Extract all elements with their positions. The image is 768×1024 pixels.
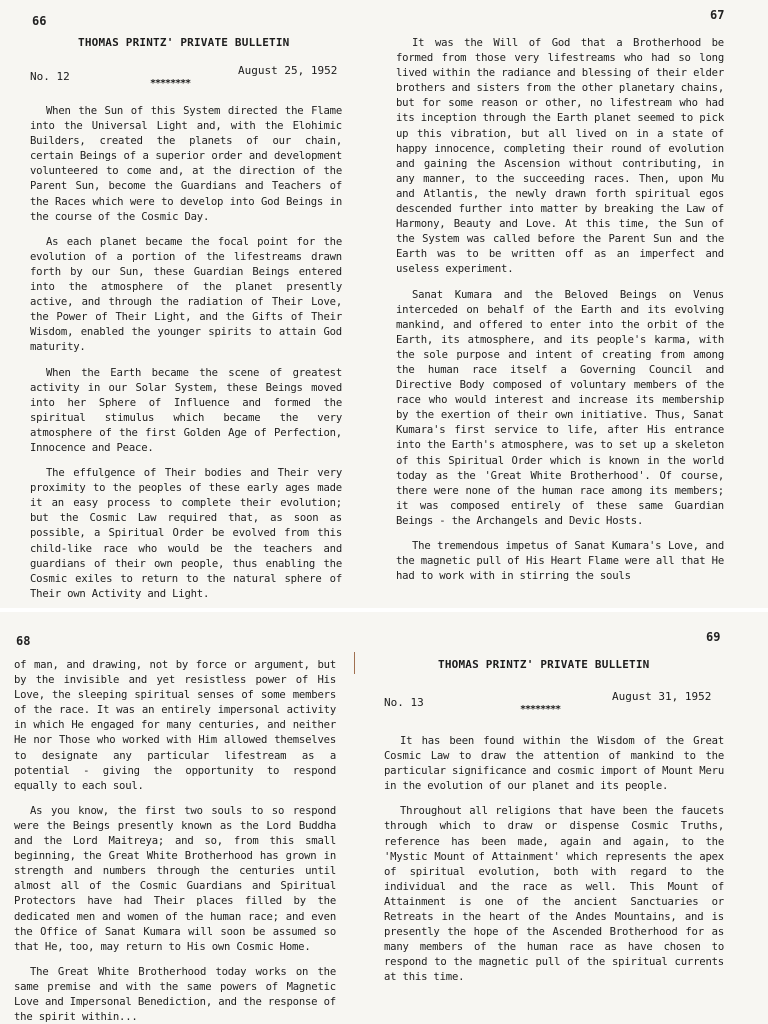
issue-date: August 31, 1952 (612, 690, 712, 703)
paragraph: It was the Will of God that a Brotherhood be formed from those very lifestreams who had so long lived within the radiance and blessing of their elder brothers and sisters from the other planetary chains, but for some reason or other, no lifestream who had its inception through the Earth planet seemed to pick up this vibration, but all lived on in a state of happy innocence, completing their round of evolution and gaining the Ascension without contributing, in any manner, to the succeeding races. Then, upon Mu and Atlantis, the newly drawn forth spiritual egos descended further into matter by breaking the Law of Harmony, Beauty and Love. At this time, the Sun of the System was called before the Parent Sun and the Earth was to be written off as an imperfect and useless experiment. (396, 37, 724, 276)
paragraph: The effulgence of Their bodies and Their very proximity to the peoples of these early ages made it an easy process to complete their evolution; but the Cosmic Law required that, as soon as possible, a Spiritual Order be evolved from this child-like race who would be the teachers and guardians of their own people, thus enabling the Cosmic exiles to return to the natural sphere of Their own Activity and Light. (30, 467, 342, 600)
bulletin-header: THOMAS PRINTZ' PRIVATE BULLETIN (438, 658, 650, 671)
paragraph: of man, and drawing, not by force or argument, but by the invisible and yet resistless power of His Love, the sleeping spiritual senses of some members of the race. It was an entirely impersonal activity in which He engaged for many centuries, and neither He nor Those who worked with Him allowed themselves to designate any particular lifestream as a potential - giving the opportunity to respond equally to each soul. (14, 659, 336, 792)
paragraph: It has been found within the Wisdom of the Great Cosmic Law to draw the attention of mankind to the particular significance and cosmic import of Mount Meru in the evolution of our planet and its people. (384, 735, 724, 793)
paragraph: When the Sun of this System directed the Flame into the Universal Light and, with the Elohimic Builders, created the planets of our chain, certain Beings of a superior order and development volunteered to come and, at the direction of the Parent Sun, become the Guardians and Teachers of the Races which were to develop into God Beings in the course of the Cosmic Day. (30, 105, 342, 223)
paragraph: As each planet became the focal point for the evolution of a portion of the lifestreams drawn forth by our Sun, these Guardian Beings entered into the atmosphere of the planet presently active, and through the radiation of Their Love, the Power of Their Light, and the Gifts of Their Wisdom, enabled the younger spirits to attain God maturity. (30, 235, 342, 354)
separator: ******** (150, 78, 191, 89)
paragraph: When the Earth became the scene of greatest activity in our Solar System, these Beings moved into her Sphere of Influence and formed the spiritual stimulus which became the very atmosphere of the first Golden Age of Perfection, Innocence and Peace. (30, 366, 342, 454)
paragraph: The Great White Brotherhood today works on the same premise and with the same powers of Magnetic Love and Impersonal Benediction, and the response of the spirit within... (14, 965, 336, 1024)
page-number: 66 (32, 14, 47, 28)
separator: ******** (520, 704, 561, 715)
issue-number: No. 12 (30, 70, 70, 83)
body-text (396, 36, 724, 594)
page-66 (0, 0, 384, 612)
paragraph: Sanat Kumara and the Beloved Beings on Venus interceded on behalf of the Earth and its evolving mankind, and offered to enter into the orbit of the Earth, its atmosphere, and its people's karma, with the sole purpose and intent of creating from among the human race itself a Governing Council and Directive Body composed of voluntary members of the race who would interest and increase its membership by the exertion of their own initiative. Thus, Sanat Kumara's first service to life, after His entrance into the Earth's atmosphere, was to set up a skeleton of this Spiritual Order which is known in the world today as the 'Great White Brotherhood'. Of course, there were none of the human race among its members; it was composed entirely of these same Guardian Beings - the Archangels and Devic Hosts. (396, 288, 724, 527)
issue-number: No. 13 (384, 696, 424, 709)
page-number: 68 (16, 634, 31, 648)
paragraph: As you know, the first two souls to so respond were the Beings presently known as the Lord Buddha and the Lord Maitreya; and so, from this small beginning, the Great White Brotherhood has grown in strength and numbers through the centuries until almost all of the Cosmic Guardians and Spiritual Protectors have had Their places filled by the dedicated men and women of the human race; and even the Office of Sanat Kumara will soon be assumed so that He, too, may return to His own Cosmic Home. (14, 804, 336, 953)
page-number: 67 (710, 8, 725, 22)
page-68 (0, 612, 384, 1024)
page-69 (384, 612, 768, 1024)
stray-mark (354, 652, 355, 674)
page-67 (384, 0, 768, 612)
page-number: 69 (706, 630, 721, 644)
paragraph: Throughout all religions that have been the faucets through which to draw or dispense Cosmic Truths, reference has been made, again and again, to the 'Mystic Mount of Attainment' which represents the apex of spiritual evolution, both with regard to the individual and the race as well. This Mount of Attainment is one of the ancient Sanctuaries or Retreats in the heart of the Andes Mountains, and is presently the hope of the Ascended Brotherhood for as many members of the human race as have chosen to respond to the magnetic pull of the spiritual currents at this time. (384, 805, 724, 984)
bulletin-header: THOMAS PRINTZ' PRIVATE BULLETIN (78, 36, 290, 49)
issue-date: August 25, 1952 (238, 64, 338, 77)
body-text (14, 658, 336, 1024)
body-text (384, 734, 724, 996)
body-text (30, 104, 342, 612)
paragraph: The tremendous impetus of Sanat Kumara's Love, and the magnetic pull of His Heart Flame were all that He had to work with in stirring the souls (396, 540, 724, 583)
